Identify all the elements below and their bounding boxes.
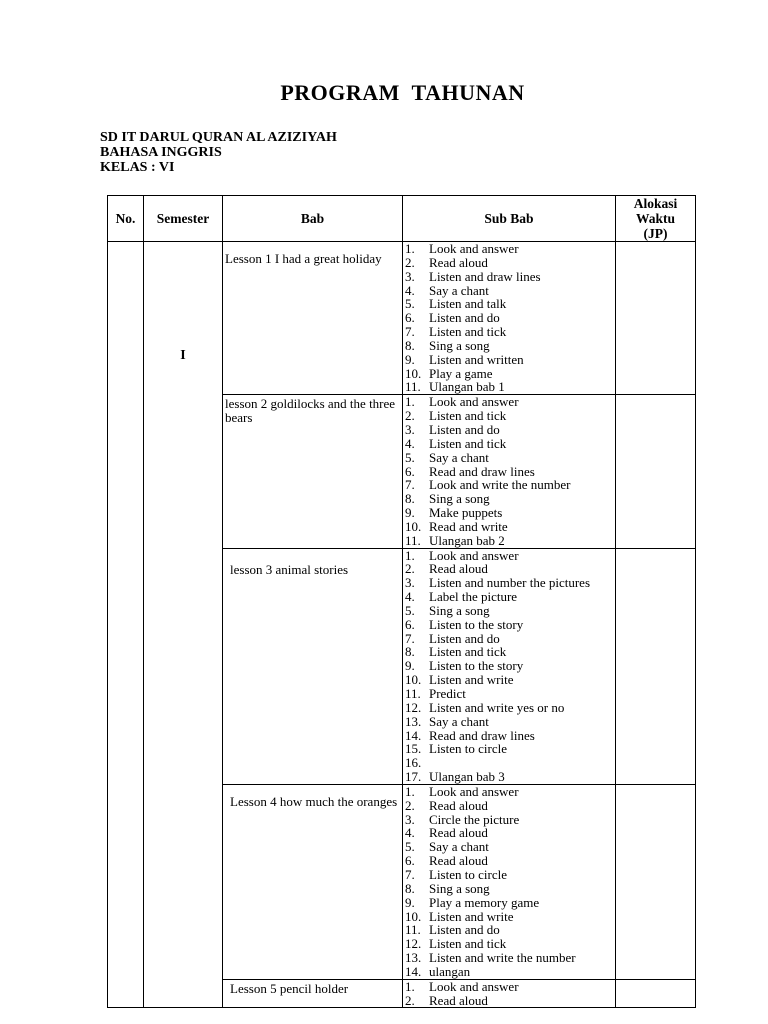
item-number: 1.: [405, 394, 415, 410]
list-item: [405, 826, 615, 840]
item-number: 5.: [405, 602, 415, 618]
item-number: 8.: [405, 491, 415, 507]
item-number: 5.: [405, 449, 415, 465]
list-item: [405, 951, 615, 965]
item-number: 6.: [405, 853, 415, 869]
list-item: [405, 840, 615, 854]
item-text: Listen and number the pictures: [429, 575, 591, 591]
item-text: Play a game: [429, 365, 493, 381]
header-bab: Bab: [223, 196, 403, 242]
semester-value: I: [180, 348, 186, 363]
sub-bab-list: [403, 395, 615, 547]
list-item: [405, 576, 615, 590]
subject-name: BAHASA INGGRIS: [100, 145, 222, 160]
item-number: 2.: [405, 992, 415, 1008]
header-alokasi-line3: (JP): [643, 226, 668, 241]
item-text: Predict: [429, 686, 466, 701]
item-number: 6.: [405, 463, 415, 479]
item-text: Listen and written: [429, 351, 524, 367]
item-text: Look and answer: [429, 783, 519, 799]
item-text: Listen to the story: [429, 616, 524, 632]
item-text: [429, 756, 615, 770]
alokasi-cell: [616, 242, 696, 395]
item-number: 9.: [405, 351, 415, 367]
header-no: No.: [108, 196, 144, 242]
item-text: Make puppets: [429, 505, 503, 521]
item-text: Read aloud: [429, 992, 488, 1008]
list-item: [405, 270, 615, 284]
list-item: [405, 632, 615, 646]
list-item: [405, 395, 615, 409]
item-text: Sing a song: [429, 602, 490, 618]
item-number: 8.: [405, 880, 415, 896]
item-text: Sing a song: [429, 337, 490, 353]
list-item: [405, 339, 615, 353]
list-item: [405, 451, 615, 465]
list-item: [405, 256, 615, 270]
item-number: 4.: [405, 435, 415, 451]
item-text: Listen and tick: [429, 936, 507, 952]
item-number: 3.: [405, 575, 415, 591]
bab-cell: [223, 548, 403, 784]
item-number: 11.: [405, 686, 421, 701]
item-text: Say a chant: [429, 282, 489, 298]
item-text: Read aloud: [429, 853, 488, 869]
list-item: [405, 645, 615, 659]
list-item: [405, 910, 615, 924]
class-name: KELAS : VI: [100, 160, 175, 175]
alokasi-cell: [616, 979, 696, 1008]
item-number: 10.: [405, 365, 422, 381]
item-number: 10.: [405, 672, 422, 688]
item-number: 15.: [405, 741, 422, 757]
sub-bab-list: [403, 785, 615, 979]
list-item: [405, 813, 615, 827]
item-text: Read aloud: [429, 797, 488, 813]
item-number: 1.: [405, 978, 415, 994]
list-item: [405, 701, 615, 715]
list-item: [405, 923, 615, 937]
item-text: Look and answer: [429, 978, 519, 994]
item-text: Listen and tick: [429, 324, 507, 340]
item-text: Look and answer: [429, 547, 519, 563]
item-number: 2.: [405, 254, 415, 270]
item-number: 4.: [405, 282, 415, 298]
annual-program-table: [107, 195, 696, 1008]
list-item: [405, 882, 615, 896]
item-number: 7.: [405, 866, 415, 882]
list-item: [405, 520, 615, 534]
list-item: [405, 325, 615, 339]
header-alokasi: [616, 196, 696, 242]
item-text: Listen and tick: [429, 435, 507, 451]
list-item: [405, 297, 615, 311]
item-text: Read and draw lines: [429, 727, 535, 743]
list-item: [405, 549, 615, 563]
list-item: [405, 980, 615, 994]
item-number: 14.: [405, 963, 422, 979]
list-item: [405, 409, 615, 423]
no-cell: [108, 242, 144, 1008]
item-text: Listen and tick: [429, 644, 507, 660]
item-number: 12.: [405, 699, 422, 715]
sub-bab-cell: [403, 242, 616, 395]
item-number: 16.: [405, 755, 422, 771]
bab-title: Lesson 4 how much the oranges: [230, 793, 398, 809]
item-number: 5.: [405, 296, 415, 312]
item-number: 13.: [405, 713, 422, 729]
item-number: 13.: [405, 950, 422, 966]
table-header-row: [108, 196, 696, 242]
list-item: [405, 896, 615, 910]
item-text: Sing a song: [429, 880, 490, 896]
item-text: Listen and write: [429, 908, 514, 924]
list-item: [405, 562, 615, 576]
item-text: Read aloud: [429, 825, 488, 841]
list-item: [405, 311, 615, 325]
item-text: Sing a song: [429, 491, 490, 507]
item-number: 2.: [405, 408, 415, 424]
item-text: Listen and tick: [429, 408, 507, 424]
sub-bab-cell: [403, 784, 616, 979]
item-text: Read and draw lines: [429, 463, 535, 479]
item-number: 4.: [405, 589, 415, 605]
bab-title: Lesson 5 pencil holder: [230, 980, 349, 996]
item-number: 7.: [405, 630, 415, 646]
list-item: [405, 465, 615, 479]
item-number: 4.: [405, 825, 415, 841]
list-item: [405, 590, 615, 604]
semester-cell: [144, 242, 223, 1008]
item-text: Listen and do: [429, 310, 500, 326]
list-item: [405, 729, 615, 743]
list-item: [405, 478, 615, 492]
item-number: 17.: [405, 769, 422, 785]
item-text: Look and answer: [429, 241, 519, 256]
item-text: Read aloud: [429, 254, 488, 270]
bab-title: Lesson 1 I had a great holiday: [225, 251, 382, 266]
item-text: Listen and write: [429, 672, 514, 688]
item-number: 10.: [405, 908, 422, 924]
item-number: 6.: [405, 616, 415, 632]
item-number: 9.: [405, 505, 415, 521]
list-item: [405, 380, 615, 394]
item-number: 3.: [405, 421, 415, 437]
item-text: Listen and do: [429, 922, 500, 938]
item-text: Listen and do: [429, 421, 500, 437]
item-text: Listen to circle: [429, 741, 507, 757]
lesson-row: [108, 242, 696, 395]
list-item: [405, 770, 615, 784]
list-item: [405, 994, 615, 1008]
list-item: [405, 353, 615, 367]
item-text: Look and answer: [429, 394, 519, 410]
list-item: [405, 742, 615, 756]
item-number: 12.: [405, 936, 422, 952]
item-text: Label the picture: [429, 589, 518, 605]
list-item: [405, 618, 615, 632]
bab-title: lesson 2 goldilocks and the three bears: [225, 396, 396, 426]
item-number: 3.: [405, 811, 415, 827]
bab-title: lesson 3 animal stories: [230, 561, 349, 577]
item-number: 5.: [405, 839, 415, 855]
sub-bab-cell: [403, 979, 616, 1008]
list-item: [405, 437, 615, 451]
list-item: [405, 937, 615, 951]
alokasi-cell: [616, 548, 696, 784]
item-number: 10.: [405, 518, 422, 534]
item-number: 11.: [405, 532, 421, 548]
list-item: [405, 367, 615, 381]
item-number: 9.: [405, 894, 415, 910]
item-text: Listen to circle: [429, 866, 507, 882]
sub-bab-list: [403, 242, 615, 394]
header-semester: Semester: [144, 196, 223, 242]
item-number: 1.: [405, 783, 415, 799]
list-item: [405, 492, 615, 506]
sub-bab-list: [403, 980, 615, 1008]
list-item: [405, 799, 615, 813]
item-text: Say a chant: [429, 839, 489, 855]
sub-bab-list: [403, 549, 615, 784]
item-text: Listen and talk: [429, 296, 507, 312]
list-item: [405, 423, 615, 437]
item-number: 7.: [405, 324, 415, 340]
item-text: Say a chant: [429, 449, 489, 465]
item-text: Ulangan bab 3: [429, 769, 505, 785]
item-text: Listen to the story: [429, 658, 524, 674]
sub-bab-cell: [403, 548, 616, 784]
header-alokasi-line1: Alokasi: [633, 196, 678, 211]
item-text: Listen and draw lines: [429, 268, 541, 284]
bab-cell: [223, 242, 403, 395]
document-title: PROGRAM TAHUNAN: [280, 80, 525, 105]
item-text: Read and write: [429, 518, 508, 534]
list-item: [405, 659, 615, 673]
sub-bab-cell: [403, 395, 616, 548]
alokasi-cell: [616, 784, 696, 979]
school-name: SD IT DARUL QURAN AL AZIZIYAH: [100, 130, 337, 145]
item-number: 1.: [405, 241, 415, 256]
item-number: 7.: [405, 477, 415, 493]
item-text: Listen and do: [429, 630, 500, 646]
list-item: [405, 673, 615, 687]
document-header: [100, 130, 337, 175]
item-number: 8.: [405, 644, 415, 660]
header-alokasi-line2: Waktu: [635, 211, 676, 226]
item-number: 8.: [405, 337, 415, 353]
item-text: Circle the picture: [429, 811, 520, 827]
list-item: [405, 242, 615, 256]
bab-cell: [223, 979, 403, 1008]
item-text: Ulangan bab 2: [429, 532, 505, 548]
item-number: 1.: [405, 547, 415, 563]
bab-cell: [223, 395, 403, 548]
item-text: Look and write the number: [429, 477, 571, 493]
item-number: 9.: [405, 658, 415, 674]
list-item: [405, 868, 615, 882]
list-item: [405, 965, 615, 979]
list-item: [405, 687, 615, 701]
item-text: Read aloud: [429, 561, 488, 577]
item-text: Listen and write the number: [429, 950, 576, 966]
item-number: 3.: [405, 268, 415, 284]
item-number: 2.: [405, 561, 415, 577]
item-number: 14.: [405, 727, 422, 743]
list-item: [405, 604, 615, 618]
alokasi-cell: [616, 395, 696, 548]
list-item: [405, 506, 615, 520]
list-item: [405, 854, 615, 868]
item-number: 6.: [405, 310, 415, 326]
item-text: Say a chant: [429, 713, 489, 729]
item-text: ulangan: [429, 963, 471, 979]
item-number: 11.: [405, 922, 421, 938]
item-number: 2.: [405, 797, 415, 813]
header-sub-bab: Sub Bab: [403, 196, 616, 242]
item-number: 11.: [405, 379, 421, 395]
list-item: [405, 534, 615, 548]
item-text: Listen and write yes or no: [429, 699, 565, 715]
list-item: [405, 715, 615, 729]
list-item: [405, 756, 615, 770]
item-text: Ulangan bab 1: [429, 379, 505, 395]
list-item: [405, 284, 615, 298]
bab-cell: [223, 784, 403, 979]
list-item: [405, 785, 615, 799]
item-text: Play a memory game: [429, 894, 540, 910]
